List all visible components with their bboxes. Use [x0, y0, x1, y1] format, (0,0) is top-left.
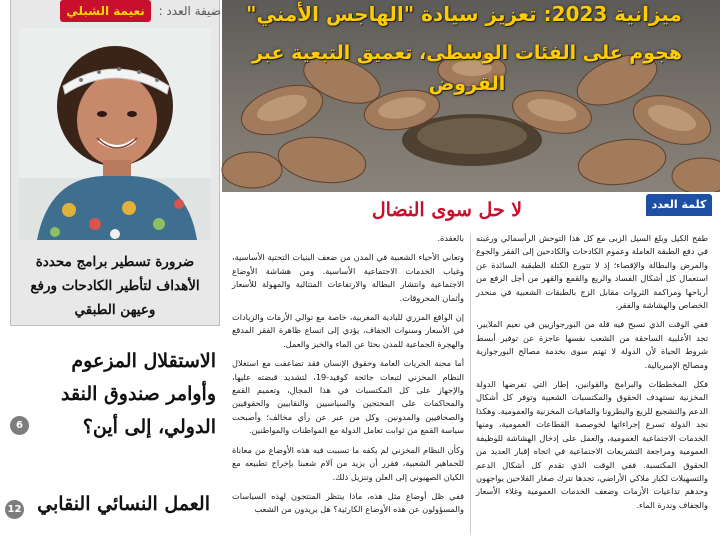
paragraph: فكل المخططات والبرامج والقوانين، إطار التي تفرضها الدولة المخزنية تستهدف الحقوق والمكتسبات الشعبية وتوفر كل أشكال الدعم والتشجيع للريع والبطرونا والمافيات المخزنية والعمومية. وهكذا نجد الدولة تسرع إجراءاتها لخوصصة القطاعات العمومية، ومنها الخدمات الاجتماعية العمومية، والعمل على إدخال الهشاشة للوظيفة العمومية ومراجعة التشريعات الاجتماعية في اتجاه إقبار العديد من الحقوق المكتسبة. ففي الوقت الذي تقدم كل أشكال الدعم والتسهيلات لكبار ملاكي الأراضي، تجدها تترك صغار الفلاحين يواجهون وحدهم تداعيات الأزمات وضعف الخدمات العمومية وغلاء الأسعار والجفاف وندرة الماء.: [476, 379, 708, 510]
article-title: لا حل سوى النضال: [371, 199, 523, 221]
paragraph: وكأن النظام المخزني لم يكفه ما تسببت فيه هذه الأوضاع من معاناة للجماهير الشعبية، فقرر أن يزيد من آلام شعبنا بإخراج تطبيعه مع الكيان الصهيوني إلى العلن وتنزيل ذلك.: [232, 444, 464, 482]
paragraph: إن الواقع المزري للبادية المغربية، خاصة مع توالي الأزمات والزيادات في الأسعار وسنوات الجفاف، يؤدي إلى اتساع ظاهرة الفقر المدقع والهجرة الجماعية للمدن بحثا عن الماء والخبز والعمل.: [232, 312, 464, 349]
guest-photo: [19, 28, 211, 240]
paragraph: ففي الوقت الذي تسبح فيه قلة من البورجوازيين في نعيم الملايير، تجد الأغلبية الساحقة من الشعب نفسها عاجزة عن توفير أبسط شروط الحياة لأن الدولة لا تهتم سوى بخدمة مصالح البورجوازية ومصالح الإمبريالية.: [476, 319, 708, 370]
paragraph: ففي ظل أوضاع مثل هذه، ماذا ينتظر المنتجون لهذه السياسات والمسؤولون عن هذه الأوضاع الكارثية؟ هل يريدون من الشعب: [232, 490, 464, 515]
hero-title: ميزانية 2023: تعزيز سيادة "الهاجس الأمني": [246, 2, 682, 26]
guest-label-text: ضيفة العدد :: [158, 4, 221, 18]
column-divider: [470, 234, 471, 534]
article-column-right: [476, 232, 708, 540]
guest-portrait-illustration: [19, 28, 211, 240]
paragraph: بالعقدة.: [437, 233, 464, 243]
hero-banner: [222, 0, 720, 192]
guest-interview-title: ضرورة تسطير برامج محددة الأهداف لتأطير الكادحات ورفع وعيهن الطبقي: [30, 254, 200, 318]
side-headline-imf: الاستقلال المزعوم وأوامر صندوق النقد الدولي، إلى أين؟: [61, 350, 216, 438]
section-tab: كلمة العدد: [646, 194, 712, 216]
hero-subtitle: هجوم على الفئات الوسطى، تعميق التبعية عبر القروض: [251, 42, 683, 95]
guest-name: نعيمة الشبلي: [60, 0, 150, 22]
left-column: [0, 0, 222, 540]
page-number-badge: 6: [10, 416, 29, 435]
side-headline-union-women: العمل النسائي النقابي: [37, 493, 210, 515]
page-number-badge: 12: [5, 500, 24, 519]
paragraph: طفح الكيل وبلغ السيل الزبى مع كل هذا التوحش الرأسمالي ورغبته في دفع الطبقة العاملة وعموم الكادحات والكادحين إلى الفقر والجوع والمرض والبطالة والإقصاء؛ إذ لا تتورع الكتلة الطبقية السائدة عن استعمال كل أشكال الفساد والريع والقمع والقهر من أجل الرفع من أرباحها ومراكمة الثروات مقابل الزج بالطبقات الشعبية في منحدر الخصاص والهشاشة والفقر.: [476, 233, 708, 311]
guest-label: [66, 0, 221, 22]
paragraph: أما محنة الحريات العامة وحقوق الإنسان فقد تضاعفت مع استغلال النظام المخزني لتبعات جائحة كوفيد-19، لتشديد قبضته عليها، والإجهاز على كل المكتسبات في هذا المجال، وتعميم القمع والمحاكمات على المحتجين والسياسيين والنقابيين والحقوقيين والصحافيين والمدونين. وكل من عبر عن رأي مخالف؛ وأصبحت سياسة القمع من ثوابت تعامل الدولة مع المواطنات والمواطنين.: [232, 358, 464, 436]
paragraph: وتعاني الأحياء الشعبية في المدن من ضعف البنيات التحتية الأساسية، وغياب الخدمات الاجتماعية الأساسية. ومن هشاشة الأوضاع الاجتماعية وانتشار البطالة والارتفاعات المتتالية والمهولة للأسعار وأثمان المحروقات.: [232, 252, 464, 303]
article-column-left: [232, 232, 464, 540]
guest-box: [10, 0, 220, 326]
editorial-article: [222, 192, 720, 540]
